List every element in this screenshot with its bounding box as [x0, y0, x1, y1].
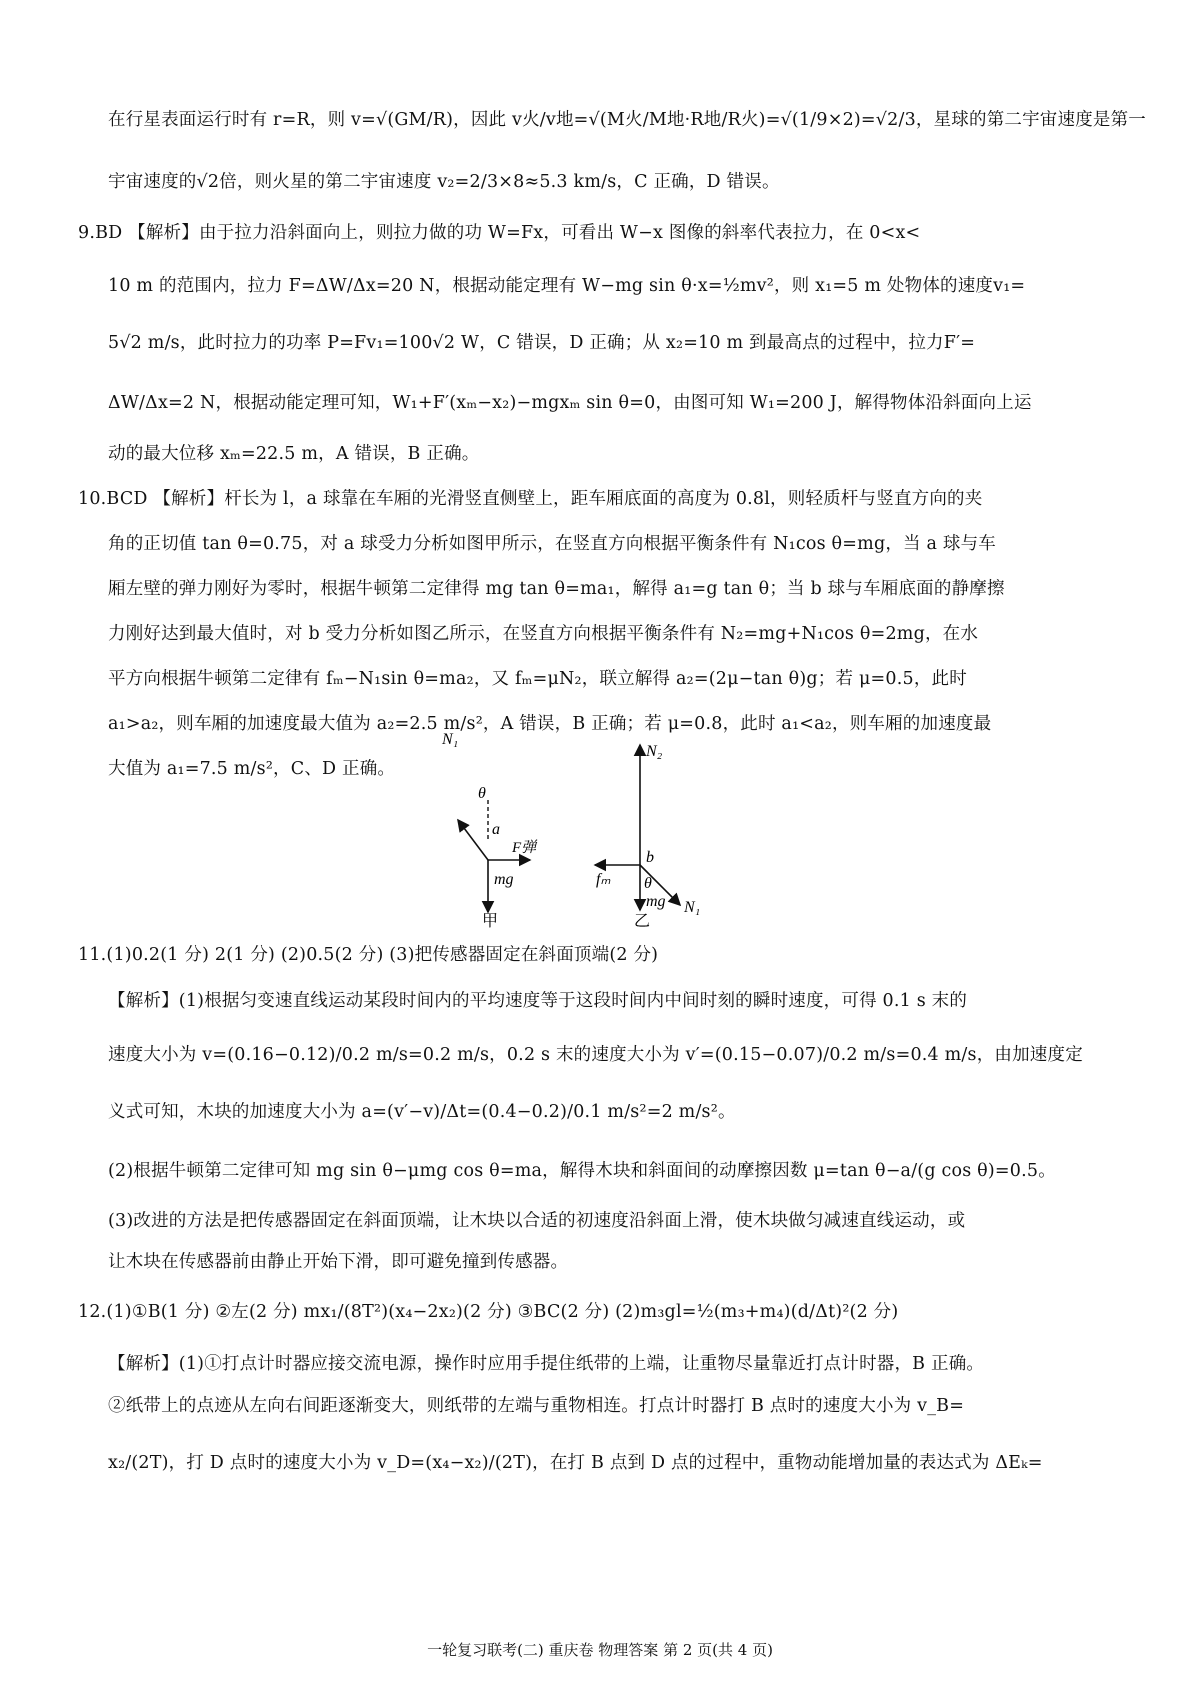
text-line: 大值为 a₁=7.5 m/s²，C、D 正确。: [108, 759, 396, 779]
text-line: a₁>a₂，则车厢的加速度最大值为 a₂=2.5 m/s²，A 错误，B 正确；若 μ=0.8，此时 a₁<a₂，则车厢的加速度最: [108, 714, 992, 734]
label-b: b: [646, 849, 654, 866]
text-line: ΔW/Δx=2 N，根据动能定理可知，W₁+F′(xₘ−x₂)−mgxₘ sin θ=0，由图可知 W₁=200 J，解得物体沿斜面向上运: [108, 393, 1032, 413]
n1-arrow: [458, 820, 488, 860]
label-n1: N₁: [684, 899, 701, 916]
caption-jia: 甲: [482, 913, 499, 930]
text-line: 【解析】(1)①打点计时器应接交流电源，操作时应用手提住纸带的上端，让重物尽量靠近打点计时器，B 正确。: [108, 1354, 985, 1374]
text-line: 12.(1)①B(1 分) ②左(2 分) mx₁/(8T²)(x₄−2x₂)(2 分) ③BC(2 分) (2)m₃gl=½(m₃+m₄)(d/Δt)²(2 分): [78, 1302, 899, 1322]
text-line: 5√2 m/s，此时拉力的功率 P=Fv₁=100√2 W，C 错误，D 正确；从 x₂=10 m 到最高点的过程中，拉力F′=: [108, 333, 976, 353]
text-line: x₂/(2T)，打 D 点时的速度大小为 v_D=(x₄−x₂)/(2T)，在打 B 点到 D 点的过程中，重物动能增加量的表达式为 ΔEₖ=: [108, 1453, 1043, 1473]
text-line: 角的正切值 tan θ=0.75，对 a 球受力分析如图甲所示，在竖直方向根据平衡条件有 N₁cos θ=mg，当 a 球与车: [108, 534, 997, 554]
text-line: ②纸带上的点迹从左向右间距逐渐变大，则纸带的左端与重物相连。打点计时器打 B 点时的速度大小为 v_B=: [108, 1396, 965, 1416]
text-line: 让木块在传感器前由静止开始下滑，即可避免撞到传感器。: [108, 1252, 569, 1272]
text-line: 9.BD 【解析】由于拉力沿斜面向上，则拉力做的功 W=Fx，可看出 W−x 图像的斜率代表拉力，在 0<x<: [78, 223, 921, 243]
label-f: F弹: [512, 840, 537, 856]
text-line: 速度大小为 v=(0.16−0.12)/0.2 m/s=0.2 m/s，0.2 s 末的速度大小为 v′=(0.15−0.07)/0.2 m/s=0.4 m/s，由加速度定: [108, 1045, 1083, 1065]
text-line: 10.BCD 【解析】杆长为 l，a 球靠在车厢的光滑竖直侧壁上，距车厢底面的高度为 0.8l，则轻质杆与竖直方向的夹: [78, 489, 983, 509]
text-line: 宇宙速度的√2倍，则火星的第二宇宙速度 v₂=2/3×8≈5.3 km/s，C 正确，D 错误。: [108, 172, 780, 192]
text-line: 力刚好达到最大值时，对 b 受力分析如图乙所示，在竖直方向根据平衡条件有 N₂=mg+N₁cos θ=2mg，在水: [108, 624, 979, 644]
label-a: a: [492, 821, 500, 838]
text-line: 11.(1)0.2(1 分) 2(1 分) (2)0.5(2 分) (3)把传感器固定在斜面顶端(2 分): [78, 945, 659, 965]
text-line: (3)改进的方法是把传感器固定在斜面顶端，让木块以合适的初速度沿斜面上滑，使木块做匀减速直线运动，或: [108, 1211, 966, 1231]
text-line: 平方向根据牛顿第二定律有 fₘ−N₁sin θ=ma₂，又 fₘ=μN₂，联立解得 a₂=(2μ−tan θ)g；若 μ=0.5，此时: [108, 669, 967, 689]
label-mg: mg: [646, 893, 666, 910]
text-line: 在行星表面运行时有 r=R，则 v=√(GM/R)，因此 v火/v地=√(M火/M地·R地/R火)=√(1/9×2)=√2/3，星球的第二宇宙速度是第一: [108, 110, 1147, 130]
label-n1: N₁: [442, 731, 459, 748]
caption-yi: 乙: [634, 913, 651, 930]
text-line: (2)根据牛顿第二定律可知 mg sin θ−μmg cos θ=ma，解得木块和斜面间的动摩擦因数 μ=tan θ−a/(g cos θ)=0.5。: [108, 1161, 1056, 1181]
text-line: 义式可知，木块的加速度大小为 a=(v′−v)/Δt=(0.4−0.2)/0.1 m/s²=2 m/s²。: [108, 1102, 736, 1122]
label-theta: θ: [478, 785, 486, 802]
text-line: 厢左壁的弹力刚好为零时，根据牛顿第二定律得 mg tan θ=ma₁，解得 a₁=g tan θ；当 b 球与车厢底面的静摩擦: [108, 579, 1005, 599]
label-mg: mg: [494, 871, 514, 888]
text-line: 【解析】(1)根据匀变速直线运动某段时间内的平均速度等于这段时间内中间时刻的瞬时速度，可得 0.1 s 末的: [108, 991, 968, 1011]
text-line: 10 m 的范围内，拉力 F=ΔW/Δx=20 N，根据动能定理有 W−mg sin θ·x=½mv²，则 x₁=5 m 处物体的速度v₁=: [108, 276, 1026, 296]
text-line: 动的最大位移 xₘ=22.5 m，A 错误，B 正确。: [108, 444, 480, 464]
label-theta: θ: [644, 875, 652, 892]
page-footer: 一轮复习联考(二) 重庆卷 物理答案 第 2 页(共 4 页): [427, 1641, 773, 1659]
label-fm: fₘ: [596, 871, 611, 888]
label-n2: N₂: [646, 743, 663, 760]
